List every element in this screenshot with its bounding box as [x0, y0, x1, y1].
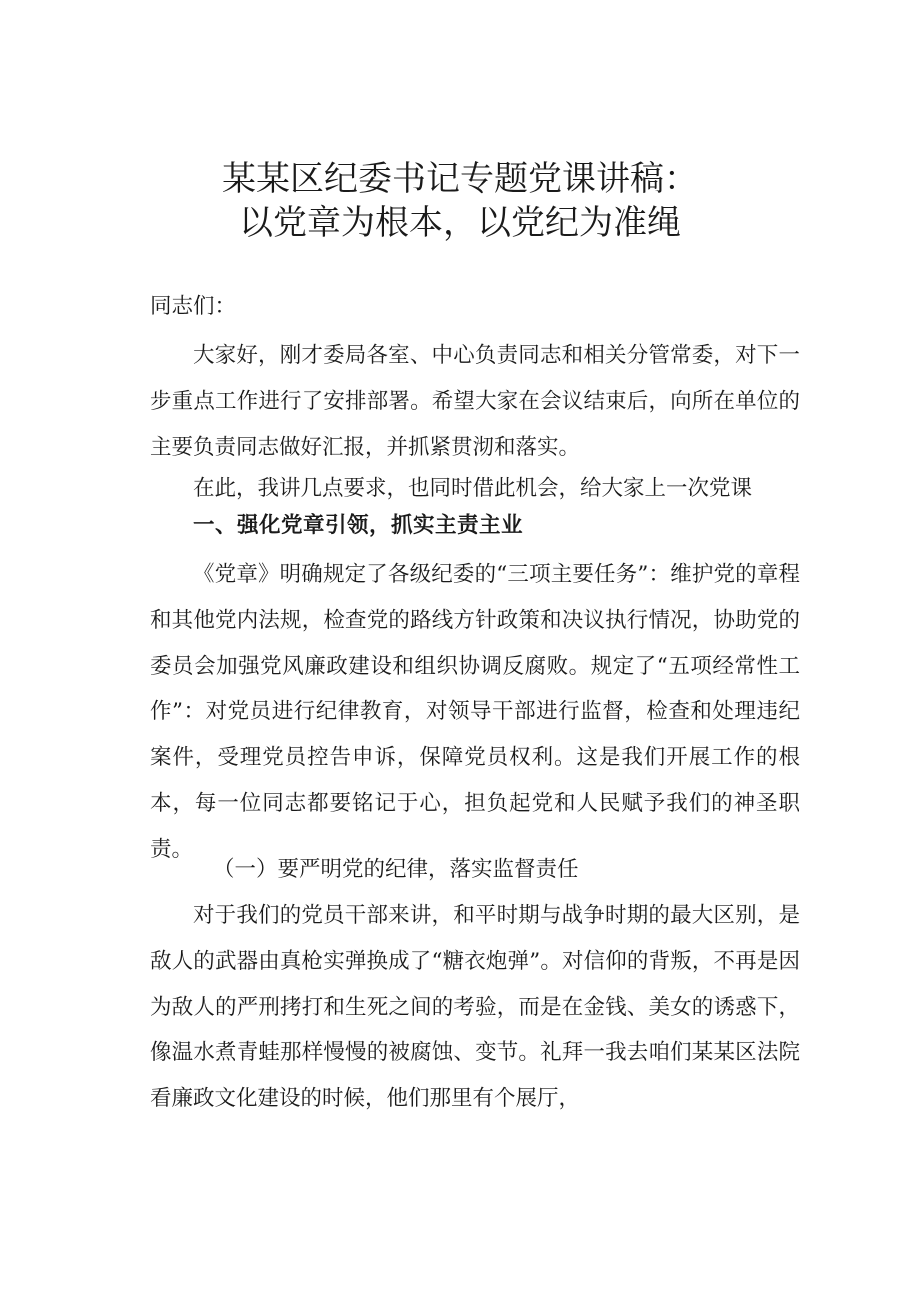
paragraph-party-constitution: 《党章》明确规定了各级纪委的“三项主要任务”：维护党的章程和其他党内法规，检查党的路线方针政策和决议执行情况，协助党的委员会加强党风廉政建设和组织协调反腐败。规定了“五项经常性工作”：对党员进行纪律教育，对领导干部进行监督，检查和处理违纪案件，受理党员控告申诉，保障党员权利。这是我们开展工作的根本，每一位同志都要铭记于心，担负起党和人民赋予我们的神圣职责。 [150, 562, 800, 862]
section-heading-1: 一、强化党章引领，抓实主责主业 [193, 513, 524, 538]
salutation: 同志们： [150, 294, 237, 319]
paragraph-opening: 大家好，刚才委局各室、中心负责同志和相关分管常委，对下一步重点工作进行了安排部署。希望大家在会议结束后，向所在单位的主要负责同志做好汇报，并抓紧贯沏和落实。 [150, 343, 800, 460]
document-title-line-2: 以党章为根本，以党纪为准绳 [239, 203, 681, 243]
document-title-line-1: 某某区纪委书记专题党课讲稿： [222, 159, 698, 199]
paragraph-discipline: 对于我们的党员干部来讲，和平时期与战争时期的最大区别，是敌人的武器由真枪实弹换成了“糖衣炮弹”。对信仰的背叛，不再是因为敌人的严刑拷打和生死之间的考验，而是在金钱、美女的诱惑下，像温水煮青蛙那样慢慢的被腐蚀、变节。礼拜一我去咱们某某区法院看廉政文化建设的时候，他们那里有个展厅， [150, 903, 800, 1112]
paragraph-intro: 在此，我讲几点要求，也同时借此机会，给大家上一次党课 [193, 476, 753, 501]
subsection-heading-1: （一）要严明党的纪律，落实监督责任 [213, 857, 579, 882]
